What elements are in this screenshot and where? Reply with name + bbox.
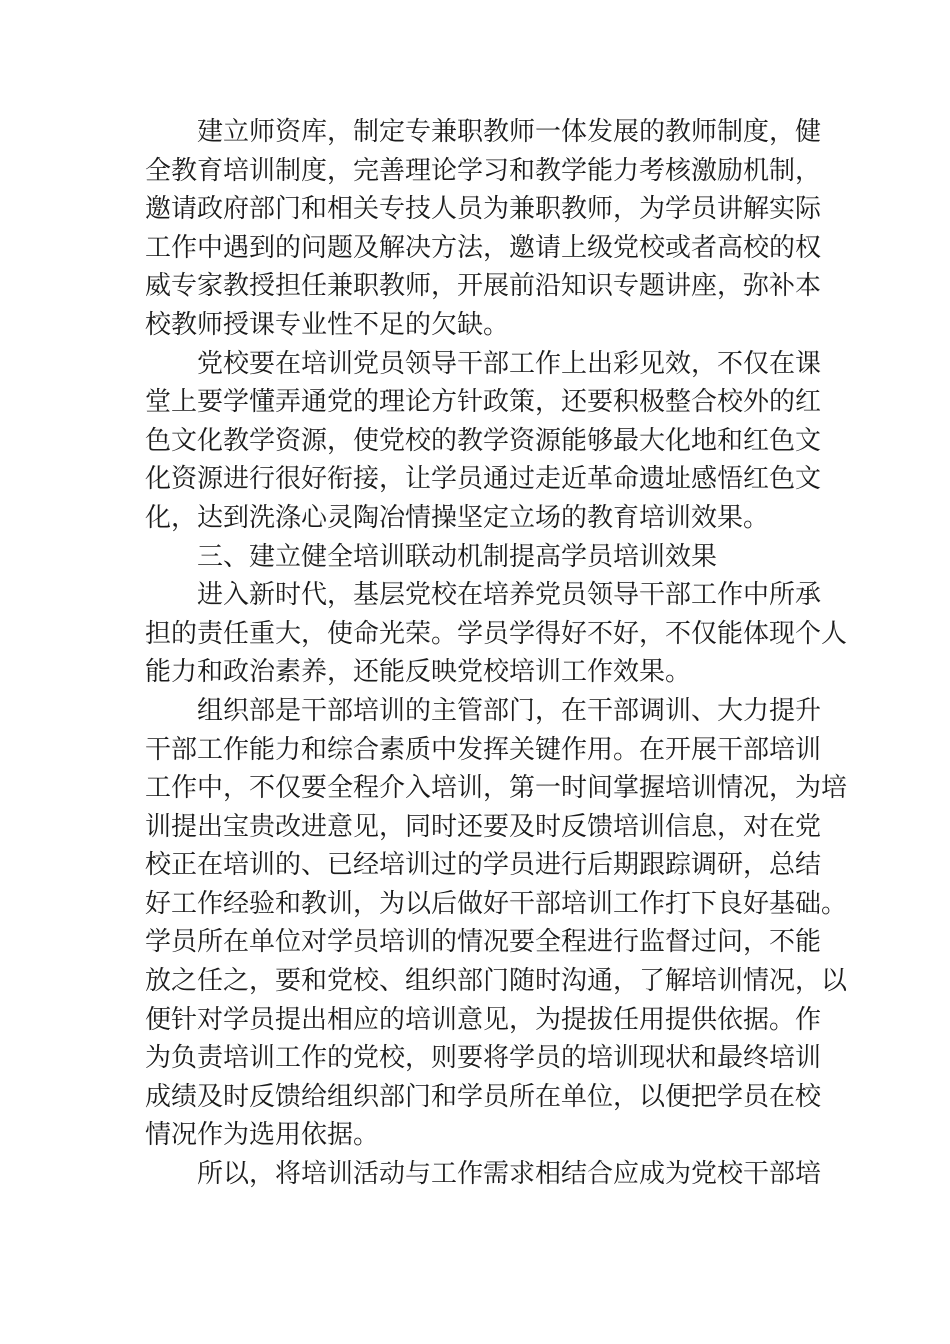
paragraph-line: 学员所在单位对学员培训的情况要全程进行监督过问，不能 — [145, 927, 822, 958]
paragraph-line: 情况作为选用依据。 — [145, 1120, 380, 1151]
paragraph-line: 工作中，不仅要全程介入培训，第一时间掌握培训情况，为培 — [145, 773, 848, 804]
paragraph-line: 建立师资库，制定专兼职教师一体发展的教师制度，健 — [197, 117, 822, 147]
paragraph-line: 组织部是干部培训的主管部门，在干部调训、大力提升 — [197, 695, 822, 726]
paragraph-line: 校正在培训的、已经培训过的学员进行后期跟踪调研，总结 — [145, 850, 822, 881]
paragraph-line: 邀请政府部门和相关专技人员为兼职教师，为学员讲解实际 — [145, 194, 822, 225]
paragraph-line: 好工作经验和教训，为以后做好干部培训工作打下良好基础。 — [145, 888, 848, 919]
section-heading: 三、建立健全培训联动机制提高学员培训效果 — [197, 541, 718, 572]
paragraph-line: 为负责培训工作的党校，则要将学员的培训现状和最终培训 — [145, 1043, 822, 1074]
paragraph-line: 工作中遇到的问题及解决方法，邀请上级党校或者高校的权 — [145, 232, 822, 263]
paragraph-line: 全教育培训制度，完善理论学习和教学能力考核激励机制， — [145, 155, 822, 186]
paragraph-line: 威专家教授担任兼职教师，开展前沿知识专题讲座，弥补本 — [145, 271, 822, 302]
paragraph-line: 所以，将培训活动与工作需求相结合应成为党校干部培 — [197, 1159, 822, 1190]
paragraph-line: 党校要在培训党员领导干部工作上出彩见效，不仅在课 — [197, 348, 822, 379]
paragraph-line: 干部工作能力和综合素质中发挥关键作用。在开展干部培训 — [145, 734, 822, 765]
paragraph-line: 担的责任重大，使命光荣。学员学得好不好，不仅能体现个人 — [145, 618, 848, 649]
paragraph-line: 能力和政治素养，还能反映党校培训工作效果。 — [145, 657, 692, 688]
paragraph-line: 色文化教学资源，使党校的教学资源能够最大化地和红色文 — [145, 425, 822, 456]
paragraph-line: 进入新时代，基层党校在培养党员领导干部工作中所承 — [197, 580, 822, 611]
paragraph-line: 训提出宝贵改进意见，同时还要及时反馈培训信息，对在党 — [145, 811, 822, 842]
paragraph-line: 化，达到洗涤心灵陶冶情操坚定立场的教育培训效果。 — [145, 502, 770, 533]
paragraph-line: 校教师授课专业性不足的欠缺。 — [145, 309, 510, 340]
paragraph-line: 化资源进行很好衔接，让学员通过走近革命遗址感悟红色文 — [145, 464, 822, 495]
paragraph-line: 便针对学员提出相应的培训意见，为提拔任用提供依据。作 — [145, 1004, 822, 1035]
paragraph-line: 成绩及时反馈给组织部门和学员所在单位，以便把学员在校 — [145, 1081, 822, 1112]
paragraph-line: 堂上要学懂弄通党的理论方针政策，还要积极整合校外的红 — [145, 387, 822, 418]
document-body — [145, 113, 848, 1194]
paragraph-line: 放之任之，要和党校、组织部门随时沟通，了解培训情况，以 — [145, 966, 848, 997]
